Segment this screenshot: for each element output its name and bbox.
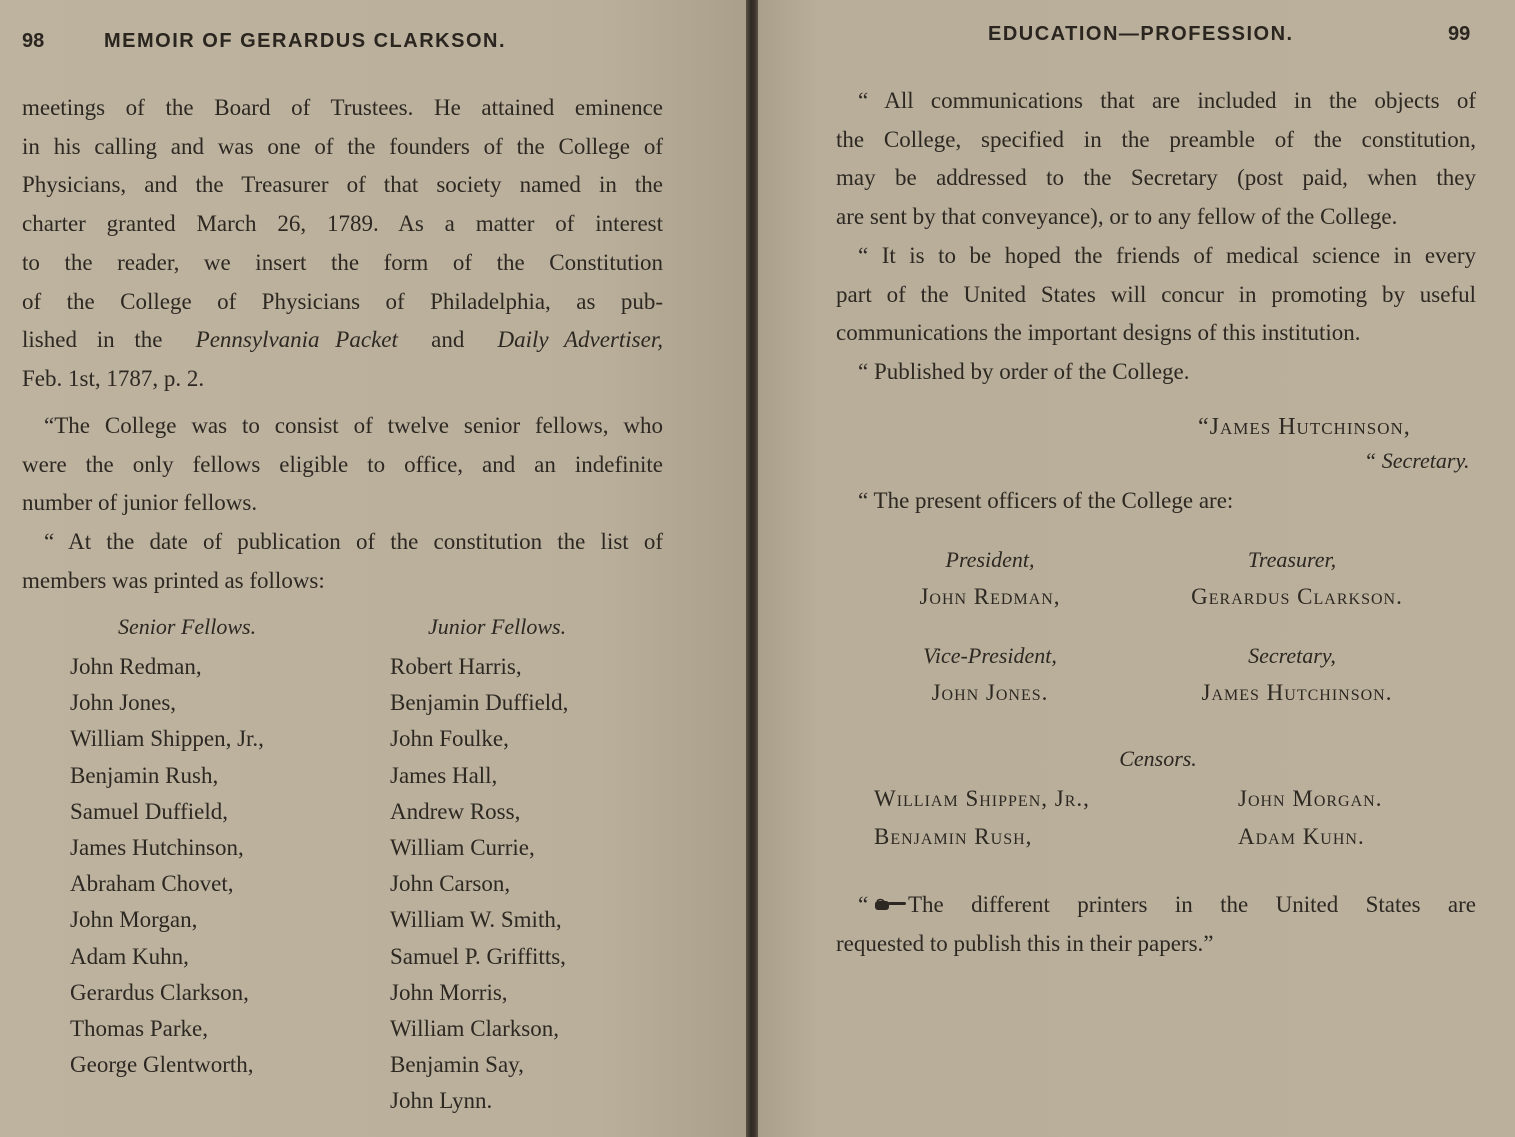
list-item: William Clarkson,	[390, 1016, 559, 1042]
vice-president-title: Vice-President,	[923, 643, 1057, 668]
secretary-title: Secretary,	[1248, 643, 1336, 668]
vice-president-name: John Jones.	[931, 680, 1049, 705]
text-line: “ All communications that are included in the objects of	[858, 88, 1476, 113]
list-item: Gerardus Clarkson,	[70, 979, 249, 1005]
list-item: Adam Kuhn,	[70, 943, 189, 969]
text-line: are sent by that conveyance), or to any fellow of the College.	[836, 204, 1398, 230]
censor-1: William Shippen, Jr.,	[874, 786, 1090, 811]
list-item: John Lynn.	[390, 1088, 493, 1114]
secretary-name: James Hutchinson.	[1201, 680, 1393, 705]
notice-start	[836, 886, 908, 925]
list-item: William W. Smith,	[390, 907, 562, 933]
junior-fellows-list	[390, 649, 568, 1120]
text-line: Feb. 1st, 1787, p. 2.	[22, 365, 205, 391]
text-fragment: and	[431, 327, 465, 353]
text-line: meetings of the Board of Trustees. He attained eminence	[22, 95, 663, 120]
right-page	[758, 0, 1515, 1137]
text-line: “The College was to consist of twelve senior fellows, who	[44, 413, 663, 438]
list-item: Samuel Duffield,	[70, 798, 228, 824]
notice-quote: “	[858, 892, 869, 917]
notice-text: The different printers in the United States are	[907, 892, 1476, 917]
left-paragraph-3	[22, 523, 663, 600]
text-fragment: lished in the	[22, 327, 163, 353]
text-line: “ At the date of publication of the constitution the list of	[44, 529, 663, 554]
text-line: may be addressed to the Secretary (post paid, when they	[836, 165, 1476, 191]
list-item: Benjamin Rush,	[70, 762, 219, 788]
list-item: John Foulke,	[390, 726, 509, 752]
right-paragraph-1	[836, 82, 1476, 392]
officers-intro: “ The present officers of the College are:	[858, 488, 1234, 513]
treasurer-name: Gerardus Clarkson.	[1191, 584, 1403, 609]
text-line: of the College of Physicians of Philadelphia, as pub-	[22, 288, 663, 314]
list-item: William Currie,	[390, 835, 535, 861]
senior-fellows-list	[70, 649, 264, 1083]
senior-fellows-heading: Senior Fellows.	[118, 614, 257, 639]
text-line: number of junior fellows.	[22, 490, 258, 516]
treasurer-title: Treasurer,	[1247, 547, 1337, 572]
pointing-hand-icon	[874, 898, 908, 912]
newspaper-name-2: Daily Advertiser,	[497, 327, 663, 353]
left-running-head: MEMOIR OF GERARDUS CLARKSON.	[104, 30, 506, 52]
censor-3: Benjamin Rush,	[874, 824, 1033, 849]
left-paragraph-1	[22, 89, 663, 399]
list-item: John Carson,	[390, 871, 511, 897]
text-line: communications the important designs of this institution.	[836, 320, 1361, 346]
list-item: Benjamin Duffield,	[390, 690, 569, 716]
right-page-number: 99	[1448, 23, 1471, 45]
text-line: to the reader, we insert the form of the Constitution	[22, 249, 663, 275]
list-item: John Jones,	[70, 690, 177, 716]
text-line: “ It is to be hoped the friends of medical science in every	[858, 242, 1476, 268]
printers-notice	[836, 886, 1476, 963]
signature-name: “James Hutchinson,	[1198, 414, 1411, 440]
list-item: William Shippen, Jr.,	[70, 726, 264, 752]
list-item: Benjamin Say,	[390, 1052, 524, 1078]
left-page-number: 98	[22, 30, 45, 52]
text-line: part of the United States will concur in promoting by useful	[836, 281, 1476, 307]
text-line: Physicians, and the Treasurer of that society named in the	[22, 172, 663, 198]
left-paragraph-2	[22, 407, 663, 523]
list-item: James Hall,	[390, 762, 498, 788]
text-line: “ Published by order of the College.	[858, 358, 1190, 384]
list-item: Robert Harris,	[390, 654, 522, 679]
list-item: Abraham Chovet,	[70, 871, 234, 897]
president-name: John Redman,	[919, 584, 1061, 609]
text-line: charter granted March 26, 1789. As a matter of interest	[22, 211, 663, 237]
list-item: Thomas Parke,	[70, 1016, 208, 1042]
censors-heading: Censors.	[1119, 746, 1197, 771]
text-line-newspapers	[22, 321, 663, 360]
list-item: Andrew Ross,	[390, 798, 521, 824]
text-line: were the only fellows eligible to office, and an indefinite	[22, 451, 663, 477]
list-item: James Hutchinson,	[70, 835, 244, 861]
text-line: the College, specified in the preamble of the constitution,	[836, 126, 1476, 152]
signature-title: “ Secretary.	[1364, 448, 1470, 473]
notice-line	[836, 886, 1476, 925]
left-page	[0, 0, 749, 1137]
text-line: in his calling and was one of the founders of the College of	[22, 133, 663, 159]
newspaper-name-1: Pennsylvania Packet	[195, 327, 398, 353]
censor-2: John Morgan.	[1238, 786, 1383, 811]
list-item: John Morris,	[390, 979, 508, 1005]
president-title: President,	[945, 547, 1035, 572]
censor-4: Adam Kuhn.	[1238, 824, 1365, 849]
right-running-head: EDUCATION—PROFESSION.	[988, 23, 1294, 45]
list-item: John Morgan,	[70, 907, 198, 933]
notice-line: requested to publish this in their papers.”	[836, 930, 1214, 956]
text-line: members was printed as follows:	[22, 567, 325, 593]
junior-fellows-heading: Junior Fellows.	[428, 614, 567, 639]
list-item: Samuel P. Griffitts,	[390, 943, 566, 969]
list-item: John Redman,	[70, 654, 202, 679]
list-item: George Glentworth,	[70, 1052, 254, 1078]
